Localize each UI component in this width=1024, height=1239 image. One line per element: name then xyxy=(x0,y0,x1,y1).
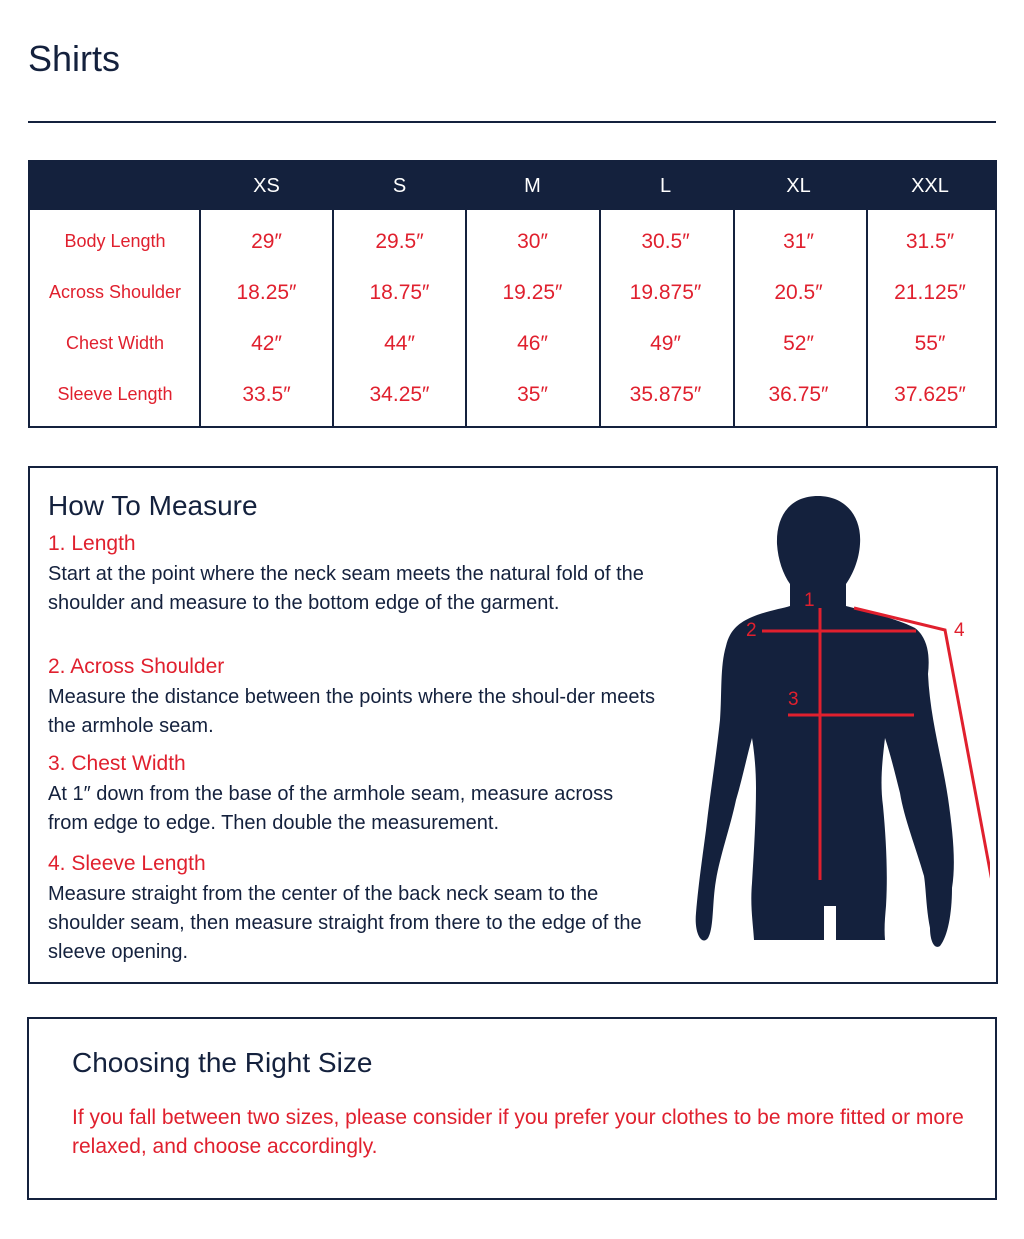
table-cell: 31.5″ xyxy=(905,230,955,253)
choosing-size-panel xyxy=(27,1017,997,1200)
title-divider xyxy=(28,121,996,123)
body-measurement-figure xyxy=(690,488,990,948)
choosing-size-text: If you fall between two sizes, please consider if you prefer your clothes to be more fitted or more relaxed, and choose accordingly. xyxy=(72,1106,964,1158)
step-length-text: Start at the point where the neck seam meets the natural fold of the shoulder and measure to the bottom edge of the garment. xyxy=(48,563,644,614)
table-cell: 52″ xyxy=(783,332,814,355)
step-across-shoulder-text: Measure the distance between the points where the shoul-der meets the armhole seam. xyxy=(48,686,656,737)
table-cell: 37.625″ xyxy=(894,383,966,406)
step-sleeve-length-title: 4. Sleeve Length xyxy=(48,852,206,875)
step-chest-width-text: At 1″ down from the base of the armhole seam, measure across from edge to edge. Then double the measurement. xyxy=(48,783,614,834)
table-cell: 21.125″ xyxy=(894,281,966,304)
size-table xyxy=(28,160,997,428)
table-cell: 35″ xyxy=(517,383,548,406)
row-label-across-shoulder: Across Shoulder xyxy=(48,282,182,302)
table-cell: 29.5″ xyxy=(375,230,424,253)
size-header-xs: XS xyxy=(253,175,280,197)
choosing-size-title: Choosing the Right Size xyxy=(72,1047,373,1078)
size-header-m: M xyxy=(524,175,541,197)
row-label-sleeve-length: Sleeve Length xyxy=(57,384,173,404)
row-label-chest-width: Chest Width xyxy=(65,333,165,353)
table-cell: 18.75″ xyxy=(369,281,430,304)
table-cell: 44″ xyxy=(384,332,415,355)
figure-label-2: 2 xyxy=(746,620,757,641)
table-header-row xyxy=(30,162,995,210)
how-to-measure-panel xyxy=(28,466,998,984)
table-cell: 36.75″ xyxy=(768,383,829,406)
size-header-xxl: XXL xyxy=(911,175,949,197)
size-header-l: L xyxy=(659,175,672,197)
step-chest-width-title: 3. Chest Width xyxy=(48,752,186,775)
step-length-title: 1. Length xyxy=(48,532,136,555)
row-label-body-length: Body Length xyxy=(64,231,166,251)
table-cell: 18.25″ xyxy=(236,281,297,304)
table-cell: 30.5″ xyxy=(641,230,690,253)
table-cell: 29″ xyxy=(251,230,282,253)
table-cell: 46″ xyxy=(517,332,548,355)
page-title: Shirts xyxy=(28,38,121,79)
figure-label-4: 4 xyxy=(954,620,965,641)
size-header-s: S xyxy=(392,175,407,197)
table-cell: 35.875″ xyxy=(629,383,702,406)
size-header-xl: XL xyxy=(786,175,811,197)
step-sleeve-length-text: Measure straight from the center of the back neck seam to the shoulder seam, then measure straight from there to the edge of the sleeve opening. xyxy=(48,883,642,963)
table-cell: 30″ xyxy=(517,230,548,253)
torso-silhouette xyxy=(696,496,954,947)
table-cell: 20.5″ xyxy=(774,281,823,304)
table-cell: 42″ xyxy=(251,332,282,355)
table-cell: 31″ xyxy=(783,230,814,253)
table-cell: 19.25″ xyxy=(502,281,563,304)
table-cell: 33.5″ xyxy=(242,383,291,406)
how-to-measure-title: How To Measure xyxy=(48,490,258,521)
step-across-shoulder-title: 2. Across Shoulder xyxy=(48,655,225,678)
table-cell: 34.25″ xyxy=(369,383,430,406)
table-cell: 19.875″ xyxy=(629,281,702,304)
table-cell: 55″ xyxy=(914,332,946,355)
figure-label-1: 1 xyxy=(804,590,815,611)
table-cell: 49″ xyxy=(650,332,681,355)
figure-label-3: 3 xyxy=(788,689,799,710)
